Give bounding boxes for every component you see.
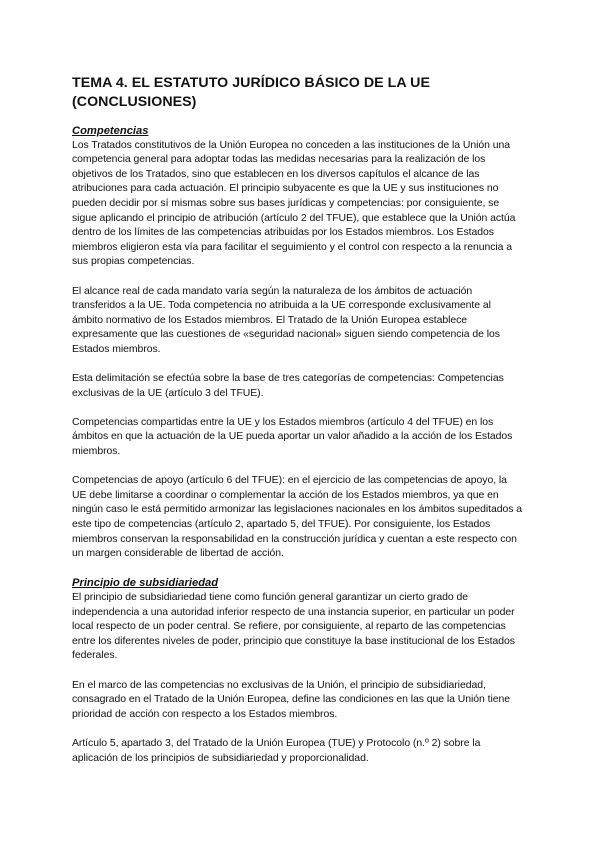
document-page [72, 74, 524, 781]
paragraph: Los Tratados constitutivos de la Unión Europea no conceden a las instituciones de la Unión una competencia general para adoptar todas las medidas necesarias para la realización de los objetivos de los Tratados, sino que establecen en los diversos capítulos el alcance de las atribuciones para cada actuación. El principio subyacente es que la UE y sus instituciones no pueden decidir por sí mismas sobre sus bases jurídicas y competencias: por consiguiente, se sigue aplicando el principio de atribución (artículo 2 del TFUE), que establece que la Unión actúa dentro de los límites de las competencias atribuidas por los Estados miembros. Los Estados miembros eligieron esta vía para facilitar el seguimiento y el control con respecto a la renuncia a sus propias competencias. [72, 139, 516, 268]
paragraph: Artículo 5, apartado 3, del Tratado de la Unión Europea (TUE) y Protocolo (n.º 2) sobre la aplicación de los principios de subsidiariedad y proporcionalidad. [72, 737, 481, 764]
page-title: TEMA 4. EL ESTATUTO JURÍDICO BÁSICO DE LA UE (CONCLUSIONES) [72, 75, 430, 110]
section-subsidiariedad [72, 576, 524, 766]
paragraph: Esta delimitación se efectúa sobre la base de tres categorías de competencias: Competencias exclusivas de la UE (artículo 3 del TFUE). [72, 373, 504, 399]
paragraph: En el marco de las competencias no exclusivas de la Unión, el principio de subsidiariedad, consagrado en el Tratado de la Unión Europea, define las condiciones en las que la Unión tiene prioridad de acción con respecto a los Estados miembros. [72, 679, 511, 720]
section-heading: Competencias [72, 125, 149, 137]
section-heading: Principio de subsidiariedad [72, 577, 219, 590]
paragraph: El principio de subsidiariedad tiene como función general garantizar un cierto grado de independencia a una autoridad inferior respecto de una instancia superior, en particular un poder local respecto de un poder central. Se refiere, por consiguiente, al reparto de las competencias entre los diferentes niveles de poder, principio que constituye la base institucional de los Estados federales. [72, 592, 515, 662]
section-competencias [72, 124, 524, 562]
paragraph: El alcance real de cada mandato varía según la naturaleza de los ámbitos de actuación transferidos a la UE. Toda competencia no atribuida a la UE corresponde exclusivamente al ámbito normativo de los Estados miembros. El Tratado de la Unión Europea establece expresamente que las cuestiones de «seguridad nacional» siguen siendo competencia de los Estados miembros. [72, 285, 500, 355]
paragraph: Competencias de apoyo (artículo 6 del TFUE): en el ejercicio de las competencias de apoyo, la UE debe limitarse a coordinar o complementar la acción de los Estados miembros, ya que en ningún caso le está permitido armonizar las legislaciones nacionales en los ámbitos supeditados a este tipo de competencias (artículo 2, apartado 5, del TFUE). Por consiguiente, los Estados miembros conservan la responsabilidad en la construcción jurídica y cuentan a este respecto con un margen considerable de libertad de acción. [72, 475, 523, 560]
paragraph: Competencias compartidas entre la UE y los Estados miembros (artículo 4 del TFUE) en los ámbitos en que la actuación de la UE pueda aportar un valor añadido a la acción de los Estados miembros. [72, 416, 513, 458]
